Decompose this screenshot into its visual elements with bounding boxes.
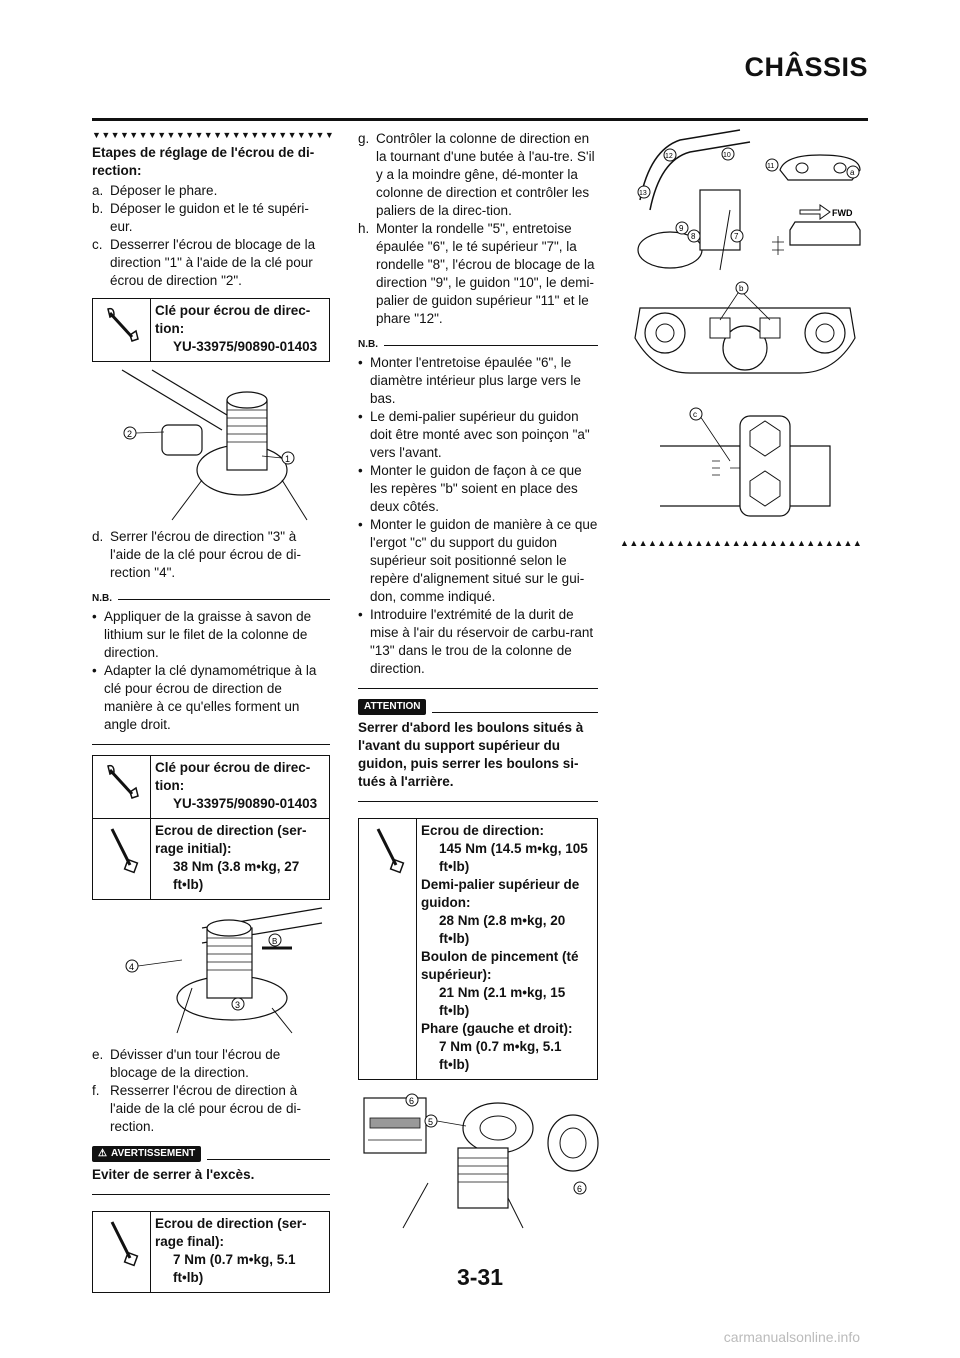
nb-item: • Monter l'entretoise épaulée "6", le diamètre intérieur plus large vers le bas. [358,355,581,406]
wrench-icon [93,756,151,818]
callout-b: B [272,937,278,946]
handlebar-assembly-figure [620,130,870,270]
washer-spacer-figure [358,1088,598,1228]
steering-nut-figure-1 [92,370,330,520]
callout-b: b [739,284,744,293]
column-3 [620,130,870,552]
wrench-icon [93,299,151,361]
nb-item: • Introduire l'extrémité de la durit de mise à l'air du réservoir de carbu-rant "13" dans le trou de la colonne de direction. [358,607,594,676]
column-2 [358,130,598,1236]
step-e: e. Dévisser d'un tour l'écrou de blocage de la direction. [92,1047,281,1080]
procedure-heading: Etapes de réglage de l'écrou de di-rection: [92,145,315,178]
torque-wrench-icon [359,819,417,1079]
callout-5: 5 [428,1117,434,1127]
fwd-label: FWD [832,208,853,218]
spec-box-4: Ecrou de direction: 145 Nm (14.5 m•kg, 105 ft•lb) Demi-palier supérieur de guidon: 28 Nm (2.8 m•kg, 20 ft•lb) Boulon de pincement (té supérieur): 21 Nm (2.1 m•kg, 15 ft•lb) Phare (gauche et droit): 7 Nm (0.7 m•kg, 5.1 ft•lb) [358,818,598,1080]
callout-c: c [693,410,697,419]
callout-6: 6 [577,1184,583,1194]
callout-6: 6 [409,1096,415,1106]
column-1 [92,130,335,1293]
step-d: d. Serrer l'écrou de direction "3" à l'aide de la clé pour écrou de di-rection "4". [92,529,301,580]
nb-item: • Monter le guidon de façon à ce que les repères "b" soient en place des deux côtés. [358,463,582,514]
step-a: a. Déposer le phare. [92,183,218,198]
upper-bracket-figure [620,278,870,398]
nb-item: • Appliquer de la graisse à savon de lithium sur le filet de la colonne de direction. [92,609,312,660]
warning-triangle-icon: ⚠ [98,1148,107,1159]
callout-8: 8 [691,232,696,241]
alignment-mark-figure [620,406,870,516]
nb-end-rule [358,688,598,689]
step-b: b. Déposer le guidon et le té supéri-eur. [92,201,309,234]
step-c: c. Desserrer l'écrou de blocage de la direction "1" à l'aide de la clé pour écrou de direction "2". [92,237,316,288]
warning-text: Eviter de serrer à l'excès. [92,1167,255,1182]
warning-header: ⚠ AVERTISSEMENT [92,1146,330,1162]
callout-4: 4 [129,962,135,972]
nb-item: • Le demi-palier supérieur du guidon doit être monté avec son poinçon "a" vers l'avant. [358,409,590,460]
header-rule [92,118,868,121]
callout-3: 3 [235,1000,241,1010]
spec-box-3: Ecrou de direction (ser-rage final): 7 Nm (0.7 m•kg, 5.1 ft•lb) [92,1211,330,1293]
nb-end-rule [92,744,330,745]
step-f: f. Resserrer l'écrou de direction à l'aide de la clé pour écrou de di-rection. [92,1083,301,1134]
callout-2: 2 [127,429,133,439]
callout-1: 1 [285,454,291,464]
callout-11: 11 [767,163,775,170]
triangle-down-icon: ▼ [92,130,102,140]
section-end-marker: ▲▲▲▲▲▲▲▲▲▲▲▲▲▲▲▲▲▲▲▲▲▲▲▲▲▲ [620,538,863,548]
torque-wrench-icon [93,819,151,899]
steering-nut-figure-2 [92,908,330,1038]
nb-item: • Monter le guidon de manière à ce que l'ergot "c" du support du guidon supérieur soit positionné selon le repère d'alignement situé sur le gui-don, comme indiqué. [358,517,598,604]
attention-header: ATTENTION [358,699,598,715]
step-g: g. Contrôler la colonne de direction en la tournant d'une butée à l'au-tre. S'il y a la moindre gêne, dé-monter la colonne de direction et contrôler les paliers de la direc-tion. [358,131,595,218]
attention-end-rule [358,801,598,802]
page-number: 3-31 [456,1264,504,1290]
triangle-up-icon: ▲ [620,538,630,548]
callout-12: 12 [665,153,673,160]
nb-item: • Adapter la clé dynamométrique à la clé pour écrou de direction de manière à ce qu'elles forment un angle droit. [92,663,317,732]
page-title: CHÂSSIS [744,52,868,82]
callout-7: 7 [734,232,739,241]
warning-end-rule [92,1194,330,1195]
nb-header-2: N.B. [358,336,598,354]
spec-box-1: Clé pour écrou de direc-tion: YU-33975/90890-01403 [92,298,330,362]
watermark: carmanualsonline.info [723,1329,860,1345]
attention-text: Serrer d'abord les boulons situés à l'avant du support supérieur du guidon, puis serrer les boulons si-tués à l'arrière. [358,720,584,789]
callout-a: a [850,168,855,177]
spec-box-2: Clé pour écrou de direc-tion: YU-33975/90890-01403 Ecrou de direction (ser-rage initial): 38 Nm (3.8 m•kg, 27 ft•lb) [92,755,330,900]
section-start-marker: ▼▼▼▼▼▼▼▼▼▼▼▼▼▼▼▼▼▼▼▼▼▼▼▼▼▼ [92,130,335,140]
callout-10: 10 [723,152,731,159]
callout-13: 13 [639,190,647,197]
callout-9: 9 [679,224,684,233]
nb-header-1: N.B. [92,590,330,608]
step-h: h. Monter la rondelle "5", entretoise épaulée "6", le té supérieur "7", la rondelle "8", l'écrou de blocage de la direction "9", le guidon "10", le demi-palier de guidon supérieur "11" et le phare "12". [358,221,595,326]
